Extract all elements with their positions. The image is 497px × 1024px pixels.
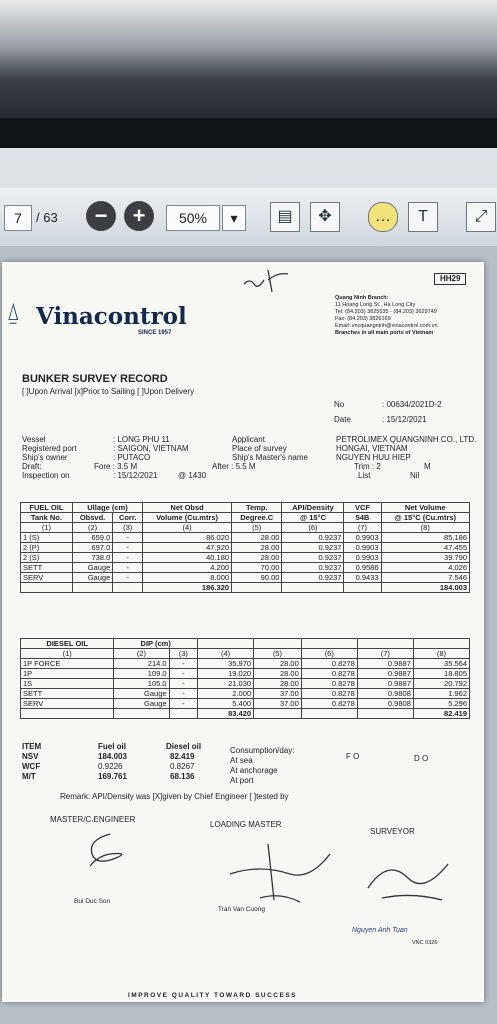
do-label: D O <box>414 754 429 763</box>
viewer-titlebar <box>0 148 497 188</box>
summary-fuel-nsv: 184.003 <box>98 752 127 761</box>
summary-wcf-label: WCF <box>22 762 41 771</box>
diesel-row-cell: - <box>169 699 197 709</box>
fuel-total-obs: 186.320 <box>143 583 232 593</box>
zoom-out-icon[interactable]: − <box>86 201 116 231</box>
desk-background <box>0 0 497 132</box>
diesel-row-cell: - <box>169 679 197 689</box>
fuel-row-cell: 28.00 <box>232 533 282 543</box>
diesel-row-cell: 0.9887 <box>357 659 413 669</box>
zoom-in-icon[interactable]: + <box>124 201 154 231</box>
list-label: List <box>358 471 371 480</box>
consumption-port: At port <box>230 776 254 785</box>
fuel-row-cell: Gauge <box>72 563 112 573</box>
footer-slogan: IMPROVE QUALITY TOWARD SUCCESS <box>128 992 297 999</box>
fuel-row <box>21 543 470 553</box>
fuel-row-cell: 4.200 <box>143 563 232 573</box>
fuel-row-cell: - <box>113 563 143 573</box>
surveyor-code: VNC 0326 <box>412 940 438 946</box>
branch-tel: Tel: (84.203) 3825535 - (84.203) 3629749 <box>335 309 437 315</box>
volume-header: Volume (Cu.mtrs) <box>143 513 232 523</box>
branch-email: Email: vncquangninh@vinacontrol.com.vn <box>335 323 438 329</box>
master-name-value: NGUYEN HUU HIEP <box>336 453 411 462</box>
diesel-row-cell: - <box>169 689 197 699</box>
at15-header: @ 15°C <box>282 513 344 523</box>
diesel-row <box>21 689 470 699</box>
branch-title: Quang Ninh Branch: <box>335 295 389 301</box>
master-name: Bui Duc Son <box>74 898 111 905</box>
zoom-level-field[interactable]: 50% <box>166 205 220 231</box>
diesel-row <box>21 679 470 689</box>
diesel-row-cell: 5.400 <box>198 699 254 709</box>
diesel-row-cell: 214.0 <box>114 659 169 669</box>
col-num: (3) <box>113 523 143 533</box>
diesel-row-cell: SETT <box>21 689 114 699</box>
fuel-row-cell: 70.00 <box>232 563 282 573</box>
fuel-row-cell: - <box>113 533 143 543</box>
degree-header: Degree.C <box>232 513 282 523</box>
col-num: (5) <box>232 523 282 533</box>
col-num: (4) <box>198 649 254 659</box>
tank-no-header: Tank No. <box>21 513 73 523</box>
fuel-row-cell: 47.920 <box>143 543 232 553</box>
diesel-row-cell: 105.0 <box>114 679 169 689</box>
diesel-row-cell: 28.00 <box>254 669 302 679</box>
applicant-value: PETROLIMEX QUANGNINH CO., LTD. <box>336 435 477 444</box>
diesel-row-cell: 28.00 <box>254 659 302 669</box>
net-obsd-header: Net Obsd <box>143 503 232 513</box>
fuel-row-cell: 697.0 <box>72 543 112 553</box>
zoom-dropdown-chevron-down-icon[interactable]: ▾ <box>222 205 246 231</box>
fuel-row-cell: 0.9237 <box>282 563 344 573</box>
consumption-anchorage: At anchorage <box>230 766 278 775</box>
fuel-total-row <box>21 583 470 593</box>
fuel-row-cell: - <box>113 543 143 553</box>
diesel-row-cell: - <box>169 659 197 669</box>
diesel-total-obs: 83.420 <box>198 709 254 719</box>
fuel-row-cell: 90.00 <box>232 573 282 583</box>
diesel-row-cell: 37.00 <box>254 699 302 709</box>
fuel-row-cell: 0.9237 <box>282 553 344 563</box>
list-value: Nil <box>410 471 420 480</box>
date-value: : 15/12/2021 <box>382 415 427 424</box>
fuel-row-cell: 40.180 <box>143 553 232 563</box>
fuel-row-cell: 8.000 <box>143 573 232 583</box>
diesel-row-cell: 35.564 <box>413 659 469 669</box>
draft-label: Draft: <box>22 462 42 471</box>
summary-diesel-header: Diesel oil <box>166 742 202 751</box>
diesel-row-cell: Gauge <box>114 689 169 699</box>
fuel-row-cell: 39.790 <box>381 553 469 563</box>
summary-diesel-nsv: 82.419 <box>170 752 195 761</box>
diesel-row-cell: 21.030 <box>198 679 254 689</box>
fuel-row-cell: SETT <box>21 563 73 573</box>
monitor-bezel <box>0 118 497 148</box>
port-value: : SAIGON, VIETNAM <box>113 444 189 453</box>
col-num: (8) <box>381 523 469 533</box>
fuel-row-cell: Gauge <box>72 573 112 583</box>
diesel-total-net: 82.419 <box>413 709 469 719</box>
loading-master-signature <box>220 834 340 914</box>
fuel-row-cell: 2 (P) <box>21 543 73 553</box>
fuel-row-cell: 0.9903 <box>344 533 381 543</box>
no-value: : 00634/2021D-2 <box>382 400 442 409</box>
remark-text: Remark: API/Density was [X]given by Chief Engineer [ ]tested by <box>60 792 289 801</box>
date-label: Date <box>334 415 351 424</box>
corr-header: Corr. <box>113 513 143 523</box>
page-title: BUNKER SURVEY RECORD <box>22 373 168 385</box>
col-num: (6) <box>301 649 357 659</box>
summary-diesel-mt: 68.136 <box>170 772 195 781</box>
diesel-row <box>21 699 470 709</box>
fit-page-icon[interactable]: ▤ <box>270 202 300 232</box>
diesel-row-cell: 0.8278 <box>301 689 357 699</box>
no-label: No <box>334 400 345 409</box>
col-num: (6) <box>282 523 344 533</box>
trim-unit: M <box>424 462 431 471</box>
col-num: (7) <box>357 649 413 659</box>
vessel-label: Vessel <box>22 435 46 444</box>
summary-fuel-wcf: 0.9226 <box>98 762 123 771</box>
vcf-header: VCF <box>344 503 381 513</box>
fuel-oil-table <box>20 502 470 593</box>
diesel-row-cell: 37.00 <box>254 689 302 699</box>
surveyor-name: Nguyen Anh Tuan <box>352 927 408 934</box>
surveyor-signature <box>362 858 462 908</box>
col-num: (8) <box>413 649 469 659</box>
pdf-page <box>2 262 484 1002</box>
page-total: / 63 <box>36 210 58 225</box>
fuel-total-net: 184.003 <box>381 583 469 593</box>
summary-nsv-label: NSV <box>22 752 39 761</box>
diesel-row-cell: Gauge <box>114 699 169 709</box>
fuel-row-cell: 7.546 <box>381 573 469 583</box>
diesel-row-cell: 109.0 <box>114 669 169 679</box>
diesel-row-cell: 0.8278 <box>301 699 357 709</box>
temp-header: Temp. <box>232 503 282 513</box>
net-volume-header: Net Volume <box>381 503 469 513</box>
draft-after: After : 5.5 M <box>212 462 256 471</box>
pdf-toolbar <box>0 188 497 247</box>
diesel-row-cell: 18.805 <box>413 669 469 679</box>
diesel-row-cell: 1P <box>21 669 114 679</box>
diesel-total-row <box>21 709 470 719</box>
fuel-row-cell: 0.9237 <box>282 543 344 553</box>
obsvd-header: Obsvd. <box>72 513 112 523</box>
fuel-row-cell: 738.0 <box>72 553 112 563</box>
diesel-row-cell: 28.00 <box>254 679 302 689</box>
fuel-row-cell: 28.00 <box>232 553 282 563</box>
fuel-row-cell: 1 (S) <box>21 533 73 543</box>
col-num: (7) <box>344 523 381 533</box>
port-label: Registered port <box>22 444 77 453</box>
net-volume-unit-header: @ 15°C (Cu.mtrs) <box>381 513 469 523</box>
diesel-oil-table <box>20 638 470 719</box>
fuel-row-cell: 28.00 <box>232 543 282 553</box>
company-logo: Vinacontrol <box>36 303 187 330</box>
fuel-row-cell: 4.026 <box>381 563 469 573</box>
delivery-options: [ ]Upon Arrival [x]Prior to Sailing [ ]Upon Delivery <box>22 387 195 396</box>
master-signature-label: MASTER/C.ENGINEER <box>50 815 136 824</box>
diesel-row-cell: 0.9808 <box>357 689 413 699</box>
fuel-row-cell: 85.186 <box>381 533 469 543</box>
fuel-row-cell: 659.0 <box>72 533 112 543</box>
column-number-row <box>21 649 470 659</box>
consumption-sea: At sea <box>230 756 253 765</box>
diesel-row-cell: 2.000 <box>198 689 254 699</box>
place-label: Place of survey <box>232 444 287 453</box>
consumption-label: Consumption/day: <box>230 746 295 755</box>
diesel-row-cell: - <box>169 669 197 679</box>
fuel-row-cell: 0.9903 <box>344 543 381 553</box>
inspection-label: Inspection on <box>22 471 70 480</box>
diesel-row-cell: 1P FORCE <box>21 659 114 669</box>
vessel-value: : LONG PHU 11 <box>113 435 170 444</box>
master-signature <box>80 830 150 870</box>
fuel-row-cell: 0.9903 <box>344 553 381 563</box>
summary-diesel-wcf: 0.8267 <box>170 762 195 771</box>
diesel-row-cell: 1S <box>21 679 114 689</box>
54b-header: 54B <box>344 513 381 523</box>
ullage-header: Ullage (cm) <box>72 503 142 513</box>
diesel-row-cell: 0.9887 <box>357 679 413 689</box>
diesel-row-cell: 35.970 <box>198 659 254 669</box>
branch-address: 11 Hoang Long St., Ha Long City <box>335 302 416 308</box>
diesel-row-cell: 0.9887 <box>357 669 413 679</box>
dip-header: DIP (cm) <box>114 639 198 649</box>
api-header: API/Density <box>282 503 344 513</box>
fuel-row-cell: - <box>113 573 143 583</box>
diesel-header: DIESEL OIL <box>21 639 114 649</box>
handwritten-note <box>238 262 298 302</box>
owner-value: : PUTACO <box>113 453 151 462</box>
inspection-value: : 15/12/2021 <box>113 471 158 480</box>
surveyor-label: SURVEYOR <box>370 827 415 836</box>
fullscreen-icon[interactable]: ✥ <box>310 202 340 232</box>
diesel-row-cell: SERV <box>21 699 114 709</box>
diesel-row <box>21 659 470 669</box>
diesel-row <box>21 669 470 679</box>
col-num: (2) <box>72 523 112 533</box>
fuel-row <box>21 553 470 563</box>
fuel-row <box>21 573 470 583</box>
fuel-row-cell: 0.9433 <box>344 573 381 583</box>
typewriter-icon[interactable]: T <box>408 202 438 232</box>
fuel-row-cell: 0.9586 <box>344 563 381 573</box>
fuel-header: FUEL OIL <box>21 503 73 513</box>
applicant-label: Applicant <box>232 435 265 444</box>
draft-fore: Fore : 3.5 M <box>94 462 138 471</box>
diesel-row-cell: 0.8278 <box>301 679 357 689</box>
company-since: SINCE 1957 <box>138 330 172 336</box>
ref-code-box: HH29 <box>434 273 466 285</box>
branch-fax: Fax: (84.203) 3826169 <box>335 316 391 322</box>
column-number-row <box>21 523 470 533</box>
fo-label: F O <box>346 752 360 761</box>
fuel-row-cell: 0.9237 <box>282 533 344 543</box>
fuel-row-cell: 0.9237 <box>282 573 344 583</box>
fuel-row-cell: 2 (S) <box>21 553 73 563</box>
diesel-row-cell: 19.020 <box>198 669 254 679</box>
col-num: (2) <box>114 649 169 659</box>
master-name-label: Ship's Master's name <box>232 453 308 462</box>
trim-label: Trim : 2 <box>354 462 381 471</box>
col-num: (5) <box>254 649 302 659</box>
place-value: HONGAI, VIETNAM <box>336 444 408 453</box>
loading-master-name: Tran Van Cuong <box>218 906 265 913</box>
summary-fuel-mt: 169.761 <box>98 772 127 781</box>
summary-fuel-header: Fuel oil <box>98 742 126 751</box>
branch-note: Branches in all main ports of Vietnam <box>335 330 434 336</box>
diesel-row-cell: 5.296 <box>413 699 469 709</box>
inspection-time: @ 1430 <box>178 471 207 480</box>
fuel-row-cell: 47.455 <box>381 543 469 553</box>
summary-item-label: ITEM <box>22 742 42 751</box>
col-num: (1) <box>21 649 114 659</box>
fuel-row-cell: - <box>113 553 143 563</box>
diesel-row-cell: 0.9808 <box>357 699 413 709</box>
col-num: (3) <box>169 649 197 659</box>
logo-mark-icon: ⍙ <box>6 299 21 326</box>
summary-mt-label: M/T <box>22 772 36 781</box>
owner-label: Ship's owner <box>22 453 68 462</box>
page-number-input[interactable]: 7 <box>4 205 32 231</box>
fuel-row-cell: 86.020 <box>143 533 232 543</box>
expand-icon[interactable]: ⤢ <box>466 202 496 232</box>
col-num: (4) <box>143 523 232 533</box>
diesel-row-cell: 0.8278 <box>301 669 357 679</box>
diesel-row-cell: 20.792 <box>413 679 469 689</box>
fuel-row <box>21 563 470 573</box>
diesel-row-cell: 1.962 <box>413 689 469 699</box>
comment-icon[interactable]: … <box>368 202 398 232</box>
fuel-row <box>21 533 470 543</box>
diesel-row-cell: 0.8278 <box>301 659 357 669</box>
col-num: (1) <box>21 523 73 533</box>
loading-master-label: LOADING MASTER <box>210 820 282 829</box>
fuel-row-cell: SERV <box>21 573 73 583</box>
